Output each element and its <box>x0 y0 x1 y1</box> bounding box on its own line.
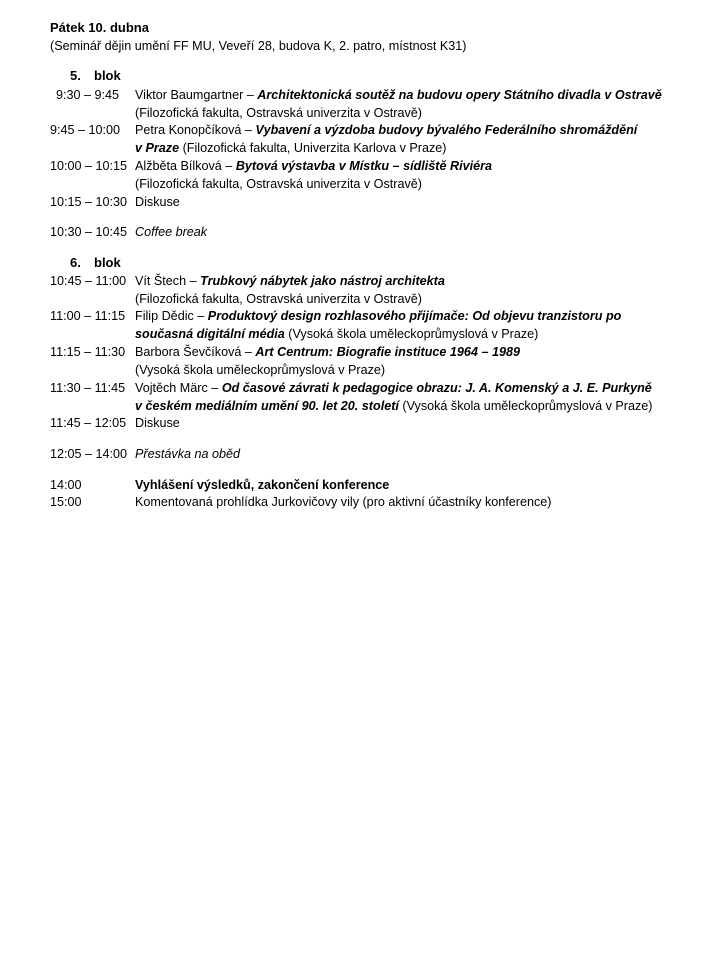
talk-entry <box>135 343 520 361</box>
discussion-label: Diskuse <box>135 416 180 430</box>
time-slot: 10:00 – 10:15 <box>50 159 128 173</box>
block-label: blok <box>94 68 121 83</box>
talk-title-continued: v Praze <box>135 141 180 155</box>
block-number: 5. <box>70 68 81 83</box>
day-title: Pátek 10. dubna <box>50 20 149 35</box>
block-5-heading <box>70 67 121 85</box>
talk-entry <box>135 157 492 175</box>
block-number: 6. <box>70 255 81 270</box>
coffee-break-label: Coffee break <box>135 225 208 239</box>
affiliation: (Vysoká škola uměleckoprůmyslová v Praze) <box>398 399 653 413</box>
time-slot: 11:30 – 11:45 <box>50 381 126 395</box>
talk-title: Trubkový nábytek jako nástroj architekta <box>200 274 445 288</box>
speaker-name: Barbora Ševčíková – <box>135 345 256 359</box>
talk-title: Art Centrum: Biografie instituce 1964 – 1989 <box>255 345 520 359</box>
venue-subtitle: (Seminář dějin umění FF MU, Veveří 28, budova K, 2. patro, místnost K31) <box>50 39 467 53</box>
talk-entry-continued <box>135 139 446 157</box>
talk-title-continued: současná digitální média <box>135 327 285 341</box>
time-slot: 11:00 – 11:15 <box>50 309 126 323</box>
affiliation: (Filozofická fakulta, Ostravská univerzita v Ostravě) <box>135 177 422 191</box>
talk-title: Bytová výstavba v Místku – sídliště Riviéra <box>235 159 493 173</box>
lunch-break-label: Přestávka na oběd <box>135 447 241 461</box>
guided-tour-entry: Komentovaná prohlídka Jurkovičovy vily (pro aktivní účastníky konference) <box>135 495 552 509</box>
speaker-name: Filip Dědic – <box>135 309 208 323</box>
speaker-name: Vít Štech – <box>135 274 201 288</box>
time-slot: 14:00 <box>50 478 82 492</box>
talk-entry-continued <box>135 397 653 415</box>
closing-announcement: Vyhlášení výsledků, zakončení konference <box>135 478 390 492</box>
time-slot: 11:15 – 11:30 <box>50 345 126 359</box>
talk-entry <box>135 307 621 325</box>
affiliation: (Filozofická fakulta, Ostravská univerzita v Ostravě) <box>135 106 422 120</box>
time-slot: 12:05 – 14:00 <box>50 447 128 461</box>
time-slot: 9:45 – 10:00 <box>50 123 121 137</box>
talk-entry <box>135 379 652 397</box>
time-slot: 11:45 – 12:05 <box>50 416 127 430</box>
talk-title-continued: v českém mediálním umění 90. let 20. století <box>135 399 399 413</box>
time-slot: 9:30 – 9:45 <box>55 88 119 102</box>
talk-title: Od časové závrati k pedagogice obrazu: J. A. Komenský a J. E. Purkyně <box>221 381 652 395</box>
time-slot: 10:45 – 11:00 <box>50 274 127 288</box>
talk-title: Vybavení a výzdoba budovy bývalého Federálního shromáždění <box>255 123 638 137</box>
affiliation: (Filozofická fakulta, Univerzita Karlova v Praze) <box>179 141 447 155</box>
talk-entry <box>135 121 637 139</box>
time-slot: 15:00 <box>50 495 82 509</box>
talk-title: Architektonická soutěž na budovu opery Státního divadla v Ostravě <box>257 88 662 102</box>
talk-entry-continued <box>135 325 538 343</box>
affiliation: (Vysoká škola uměleckoprůmyslová v Praze) <box>284 327 539 341</box>
affiliation: (Filozofická fakulta, Ostravská univerzita v Ostravě) <box>135 292 422 306</box>
block-6-heading <box>70 254 121 272</box>
time-slot: 10:15 – 10:30 <box>50 195 128 209</box>
discussion-label: Diskuse <box>135 195 180 209</box>
talk-title: Produktový design rozhlasového přijímače: Od objevu tranzistoru po <box>207 309 622 323</box>
time-slot: 10:30 – 10:45 <box>50 225 128 239</box>
talk-entry <box>135 86 662 104</box>
speaker-name: Petra Konopčíková – <box>135 123 256 137</box>
talk-entry <box>135 272 445 290</box>
speaker-name: Alžběta Bílková – <box>135 159 236 173</box>
speaker-name: Vojtěch Märc – <box>135 381 222 395</box>
block-label: blok <box>94 255 121 270</box>
affiliation: (Vysoká škola uměleckoprůmyslová v Praze) <box>135 363 386 377</box>
speaker-name: Viktor Baumgartner – <box>135 88 258 102</box>
